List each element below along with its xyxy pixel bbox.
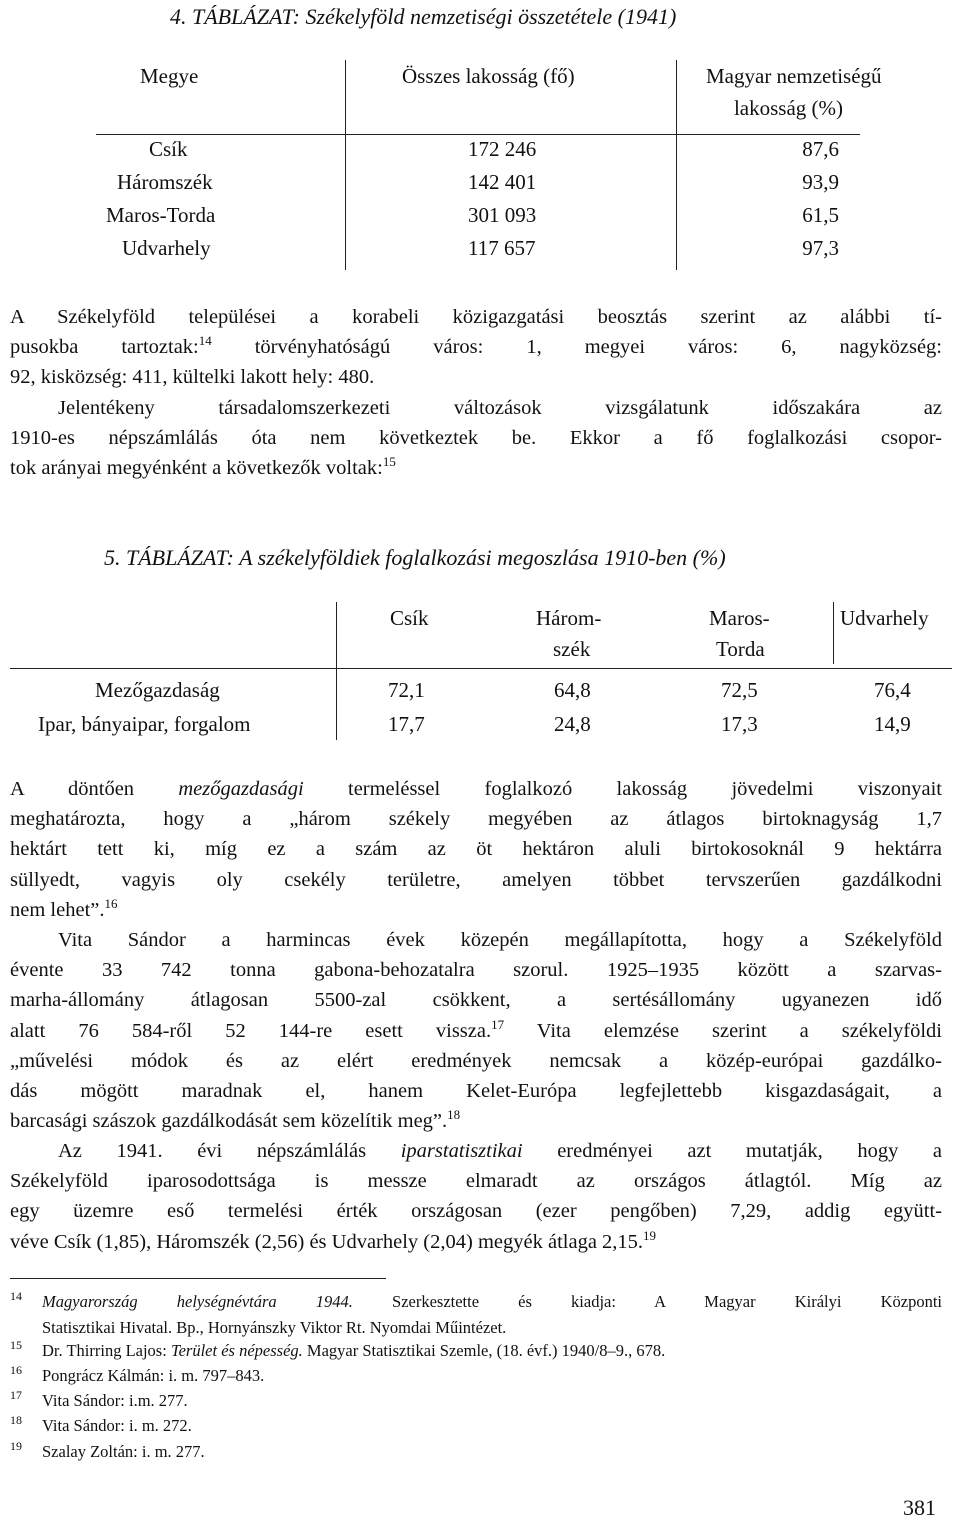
text-line: dás mögött maradnak el, hanem Kelet-Európa legfejlettebb kisgazdaságait, a <box>10 1079 942 1102</box>
table4-cell-magyar: 87,6 <box>802 137 839 161</box>
footnote-14 <box>10 1290 942 1340</box>
paragraph-social-structure <box>10 393 942 484</box>
paragraph-industry <box>10 1136 942 1257</box>
table5-header-harom-1: Három- <box>536 606 602 630</box>
text-line: Székelyföld iparosodottsága is messze elmaradt az országos átlagtól. Míg az <box>10 1170 942 1193</box>
footnote-18 <box>10 1414 942 1440</box>
text-span: Az 1941. évi népszámlálás <box>58 1140 401 1162</box>
table5-header-harom-2: szék <box>553 637 591 661</box>
footnote-italic: Terület és népesség. <box>170 1341 303 1360</box>
page-number: 381 <box>903 1495 936 1520</box>
text-line: meghatározta, hogy a „három székely megyében az átlagos birtoknagyság 1,7 <box>10 808 942 831</box>
table5-cell-udvarhely: 14,9 <box>874 712 911 736</box>
table4-header-magyar-1: Magyar nemzetiségű <box>706 64 882 88</box>
text-span: nem lehet”. <box>10 898 105 921</box>
table4-header-osszes: Összes lakosság (fő) <box>402 64 575 88</box>
table5-header-udvarhely: Udvarhely <box>840 606 929 630</box>
footnote-number: 16 <box>10 1363 22 1377</box>
table4-cell-megye: Maros-Torda <box>106 203 216 227</box>
footnote-span: Szerkesztette és kiadja: A Magyar Királyi Központi <box>352 1292 942 1311</box>
text-line <box>10 1106 942 1136</box>
footnote-number: 14 <box>10 1289 22 1303</box>
text-span: véve Csík (1,85), Háromszék (2,56) és Udvarhely (2,04) megyék átlaga 2,15. <box>10 1230 644 1253</box>
text-line <box>10 1227 942 1257</box>
footnote-text: Szalay Zoltán: i. m. 277. <box>42 1442 205 1461</box>
table5-title: 5. TÁBLÁZAT: A székelyföldiek foglalkozási megoszlása 1910-ben (%) <box>104 545 726 570</box>
text-line <box>10 332 942 362</box>
footnote-ref: 15 <box>382 454 396 470</box>
footnote-ref: 18 <box>447 1107 461 1123</box>
footnote-ref: 16 <box>104 895 118 911</box>
footnote-15 <box>10 1339 942 1365</box>
table4-cell-osszes: 117 657 <box>468 236 536 260</box>
footnote-text: Pongrácz Kálmán: i. m. 797–843. <box>42 1366 265 1385</box>
table4-header-magyar-2: lakosság (%) <box>733 96 843 120</box>
footnote-text <box>42 1290 942 1314</box>
footnote-16 <box>10 1364 942 1390</box>
text-line: süllyedt, vagyis oly csekély területre, amelyen többet tervszerűen gazdálkodni <box>10 868 942 891</box>
text-span: termeléssel foglalkozó lakosság jövedelmi viszonyait <box>303 778 942 800</box>
paragraph-agriculture <box>10 774 942 925</box>
text-line <box>10 1016 942 1046</box>
text-span: tok arányai megyénként a következők voltak: <box>10 457 383 480</box>
italic-term: iparstatisztikai <box>400 1140 523 1162</box>
footnote-number: 17 <box>10 1388 22 1402</box>
text-line: marha-állomány átlagosan 5500-zal csökkent, a sertésállomány ugyanezen idő <box>10 989 942 1012</box>
table4-cell-megye: Udvarhely <box>122 236 211 260</box>
table5-header-maros-1: Maros- <box>709 606 770 630</box>
footnote-ref: 19 <box>643 1227 657 1243</box>
text-span: barcasági szászok gazdálkodását sem közelítik meg”. <box>10 1110 448 1133</box>
text-line: 1910-es népszámlálás óta nem következtek be. Ekkor a fő foglalkozási csopor- <box>10 427 942 450</box>
table4-header-rule <box>96 134 860 135</box>
table5-header-csik: Csík <box>390 606 429 630</box>
text-line: „művelési módok és az elért eredmények nemcsak a közép-európai gazdálko- <box>10 1049 942 1072</box>
table4-cell-osszes: 172 246 <box>468 137 537 161</box>
text-span: eredményei azt mutatják, hogy a <box>522 1140 942 1162</box>
text-span: alatt 76 584-ről 52 144-re esett vissza. <box>10 1019 492 1042</box>
text-span: pusokba tartoztak: <box>10 336 199 359</box>
footnote-17 <box>10 1389 942 1415</box>
footnote-separator <box>10 1278 386 1279</box>
table5-divider <box>336 602 337 740</box>
text-line: hektárt tett ki, míg ez a szám az öt hektáron aluli birtokosoknál 9 hektárra <box>10 838 942 861</box>
text-line: A Székelyföld települései a korabeli közigazgatási beosztás szerint az alábbi tí- <box>10 306 942 328</box>
text-line: évente 33 742 tonna gabona-behozatalra szorul. 1925–1935 között a szarvas- <box>10 959 942 982</box>
text-line <box>10 774 942 804</box>
table5-divider <box>833 602 834 664</box>
table5-cell-harom: 64,8 <box>554 678 591 702</box>
footnote-number: 15 <box>10 1338 22 1352</box>
table5-cell-label: Mezőgazdaság <box>95 678 220 702</box>
footnote-text: Vita Sándor: i. m. 272. <box>42 1416 192 1435</box>
text-line <box>10 453 942 483</box>
table4-cell-osszes: 301 093 <box>468 203 537 227</box>
text-line: Jelentékeny társadalomszerkezeti változások vizsgálatunk időszakára az <box>58 397 942 419</box>
footnote-span: Dr. Thirring Lajos: <box>42 1341 171 1360</box>
text-line <box>10 1136 942 1166</box>
footnote-19 <box>10 1440 942 1466</box>
table5-header-rule <box>10 668 952 669</box>
table4-cell-megye: Háromszék <box>117 170 213 194</box>
table4-header-megye: Megye <box>140 64 199 88</box>
table4-cell-osszes: 142 401 <box>468 170 537 194</box>
footnote-italic: Magyarország helységnévtára 1944. <box>42 1292 353 1311</box>
table4-cell-magyar: 93,9 <box>802 170 839 194</box>
paragraph-settlements <box>10 302 942 393</box>
footnote-ref: 14 <box>198 333 212 349</box>
table4-title: 4. TÁBLÁZAT: Székelyföld nemzetiségi összetétele (1941) <box>170 4 677 29</box>
table5-cell-csik: 17,7 <box>388 712 425 736</box>
text-span: Vita elemzése szerint a székelyföldi <box>504 1019 942 1042</box>
table4-divider-2 <box>676 60 677 270</box>
table5-cell-udvarhely: 76,4 <box>874 678 911 702</box>
text-span: törvényhatóságú város: 1, megyei város: 6, nagyközség: <box>211 336 942 359</box>
footnote-text: Vita Sándor: i.m. 277. <box>42 1391 188 1410</box>
footnote-ref: 17 <box>491 1016 505 1032</box>
footnote-text <box>42 1339 665 1363</box>
text-line: 92, kisközség: 411, kültelki lakott hely: 480. <box>10 366 375 389</box>
table4-cell-magyar: 97,3 <box>802 236 839 260</box>
text-line <box>10 895 942 925</box>
table5-cell-label: Ipar, bányaipar, forgalom <box>38 712 251 736</box>
text-span: A döntően <box>10 778 179 800</box>
table4-divider-1 <box>345 60 346 270</box>
table4-cell-megye: Csík <box>149 137 188 161</box>
table5-cell-maros: 17,3 <box>721 712 758 736</box>
italic-term: mezőgazdasági <box>178 778 304 800</box>
table5-cell-harom: 24,8 <box>554 712 591 736</box>
text-line: egy üzemre eső termelési érték országosan (ezer pengőben) 7,29, addig együtt- <box>10 1200 942 1223</box>
paragraph-vita-sandor <box>10 925 942 1136</box>
table5-header-maros-2: Torda <box>716 637 765 661</box>
footnote-number: 18 <box>10 1413 22 1427</box>
table4-cell-magyar: 61,5 <box>802 203 839 227</box>
text-line: Vita Sándor a harmincas évek közepén megállapította, hogy a Székelyföld <box>58 929 942 951</box>
footnote-text-line2: Statisztikai Hivatal. Bp., Hornyánszky Viktor Rt. Nyomdai Műintézet. <box>42 1318 507 1337</box>
footnote-span: Magyar Statisztikai Szemle, (18. évf.) 1940/8–9., 678. <box>302 1341 666 1360</box>
footnote-number: 19 <box>10 1439 22 1453</box>
table5-cell-maros: 72,5 <box>721 678 758 702</box>
table5-cell-csik: 72,1 <box>388 678 425 702</box>
